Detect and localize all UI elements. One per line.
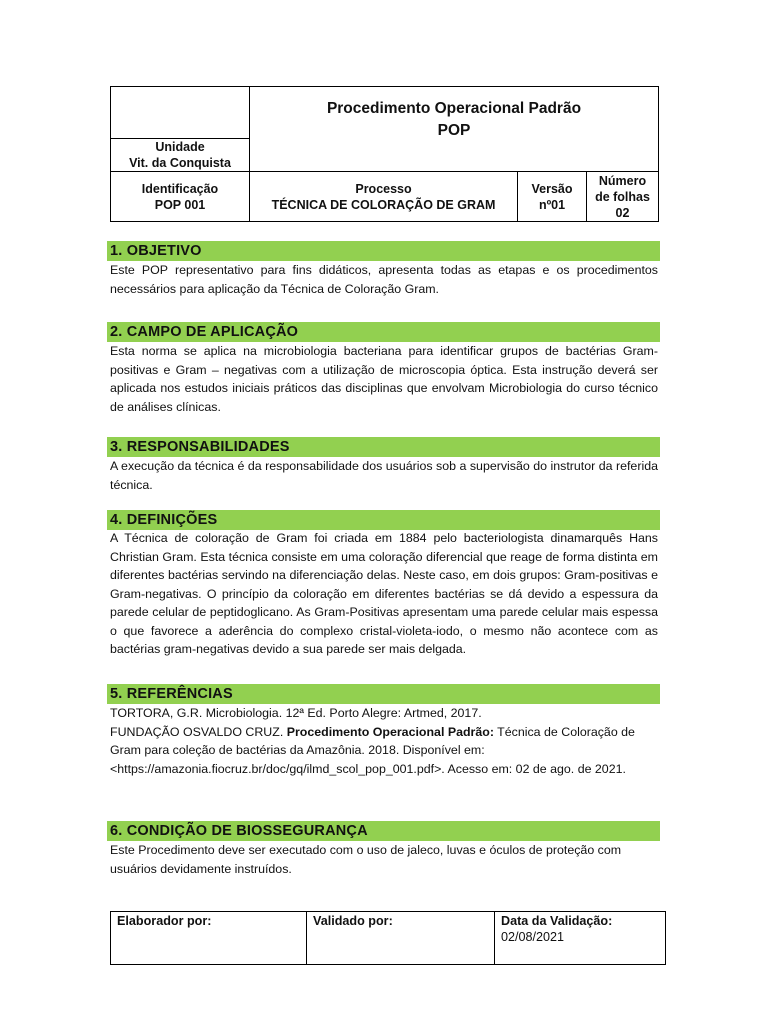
- version-label: Versão: [531, 181, 573, 196]
- identification-value: POP 001: [154, 197, 206, 212]
- reference-1: TORTORA, G.R. Microbiologia. 12ª Ed. Porto Alegre: Artmed, 2017.: [110, 706, 482, 720]
- section-objetivo-header: [107, 241, 660, 261]
- validation-date-value: 02/08/2021: [501, 930, 565, 944]
- section-responsabilidades-text: A execução da técnica é da responsabilidade dos usuários sob a supervisão do instrutor da referida técnica.: [110, 459, 658, 492]
- footer-table: [110, 911, 666, 965]
- reference-2-title: Procedimento Operacional Padrão:: [286, 724, 494, 739]
- version-cell: [518, 172, 587, 222]
- document-title: Procedimento Operacional Padrão: [326, 100, 582, 117]
- section-title: 4. DEFINIÇÕES: [110, 512, 218, 528]
- section-title: 6. CONDIÇÃO DE BIOSSEGURANÇA: [110, 823, 368, 839]
- validated-by-cell: [307, 912, 495, 965]
- pages-value: 02: [615, 205, 630, 220]
- unit-value: Vit. da Conquista: [129, 156, 231, 170]
- reference-2: [110, 723, 658, 779]
- validation-date-cell: [495, 912, 666, 965]
- unit-cell: [111, 139, 250, 172]
- process-label: Processo: [355, 181, 412, 196]
- validated-by-label: Validado por:: [313, 914, 393, 928]
- document-subtitle: POP: [437, 122, 471, 139]
- section-referencias-text: [110, 704, 658, 778]
- identification-cell: [111, 172, 250, 222]
- prepared-by-label: Elaborador por:: [117, 914, 212, 928]
- version-value: nº01: [538, 197, 566, 212]
- section-definicoes-header: [107, 510, 660, 530]
- validation-date-label: Data da Validação:: [501, 914, 613, 928]
- logo-cell: [111, 87, 250, 139]
- identification-label: Identificação: [141, 181, 219, 196]
- section-objetivo-text: Este POP representativo para fins didáticos, apresenta todas as etapas e os procedimentos necessários para aplicação da Técnica de Coloração Gram.: [110, 263, 658, 296]
- section-campo-text: Esta norma se aplica na microbiologia bacteriana para identificar grupos de bactérias Gram-positivas e Gram – negativas com a utilização de microscopia óptica. Esta instrução deverá ser aplicada nos estudos iniciais práticos das disciplinas que envolvam Microbiologia do curso técnico de análises clínicas.: [110, 344, 658, 414]
- section-responsabilidades-header: [107, 437, 660, 457]
- section-title: 5. REFERÊNCIAS: [110, 686, 233, 702]
- process-cell: [250, 172, 518, 222]
- section-definicoes-text: A Técnica de coloração de Gram foi criada em 1884 pelo bacteriologista dinamarquês Hans Christian Gram. Esta técnica consiste em uma coloração diferencial que reage de forma distinta em diferentes bactérias servindo na diferenciação delas. Neste caso, em dois grupos: Gram-positivas e Gram-negativas. O princípio da coloração em diferentes bactérias se dá devido a espessura da parede celular de peptidoglicano. As Gram-Positivas apresentam uma parede celular mais espessa o que favorece a aderência do complexo cristal-violeta-iodo, o mesmo não acontece com as bactérias gram-negativas devido a sua parede ser mais delgada.: [110, 531, 658, 656]
- reference-2-author: FUNDAÇÃO OSVALDO CRUZ.: [110, 724, 287, 739]
- section-title: 1. OBJETIVO: [110, 243, 202, 259]
- pages-label-line1: Número: [598, 173, 647, 188]
- unit-label: Unidade: [155, 140, 205, 154]
- process-value: TÉCNICA DE COLORAÇÃO DE GRAM: [271, 197, 496, 212]
- section-biosseguranca-text: Este Procedimento deve ser executado com o uso de jaleco, luvas e óculos de proteção com usuários devidamente instruídos.: [110, 843, 622, 876]
- pages-cell: [587, 172, 659, 222]
- section-title: 2. CAMPO DE APLICAÇÃO: [110, 324, 299, 340]
- section-title: 3. RESPONSABILIDADES: [110, 439, 290, 455]
- section-campo-header: [107, 322, 660, 342]
- reference-2-details: Técnica de Coloração de Gram para coleção de bactérias da Amazônia. 2018. Disponível em: <https://amazonia.fiocruz.br/doc/gq/ilmd_scol_pop_001.pdf>. Acesso em: 02 de ago. de 2021.: [110, 724, 635, 776]
- section-referencias-header: [107, 684, 660, 704]
- header-table: [110, 86, 659, 222]
- section-biosseguranca-header: [107, 821, 660, 841]
- prepared-by-cell: [111, 912, 307, 965]
- title-cell: [250, 87, 659, 172]
- pages-label-line2: de folhas: [595, 189, 650, 204]
